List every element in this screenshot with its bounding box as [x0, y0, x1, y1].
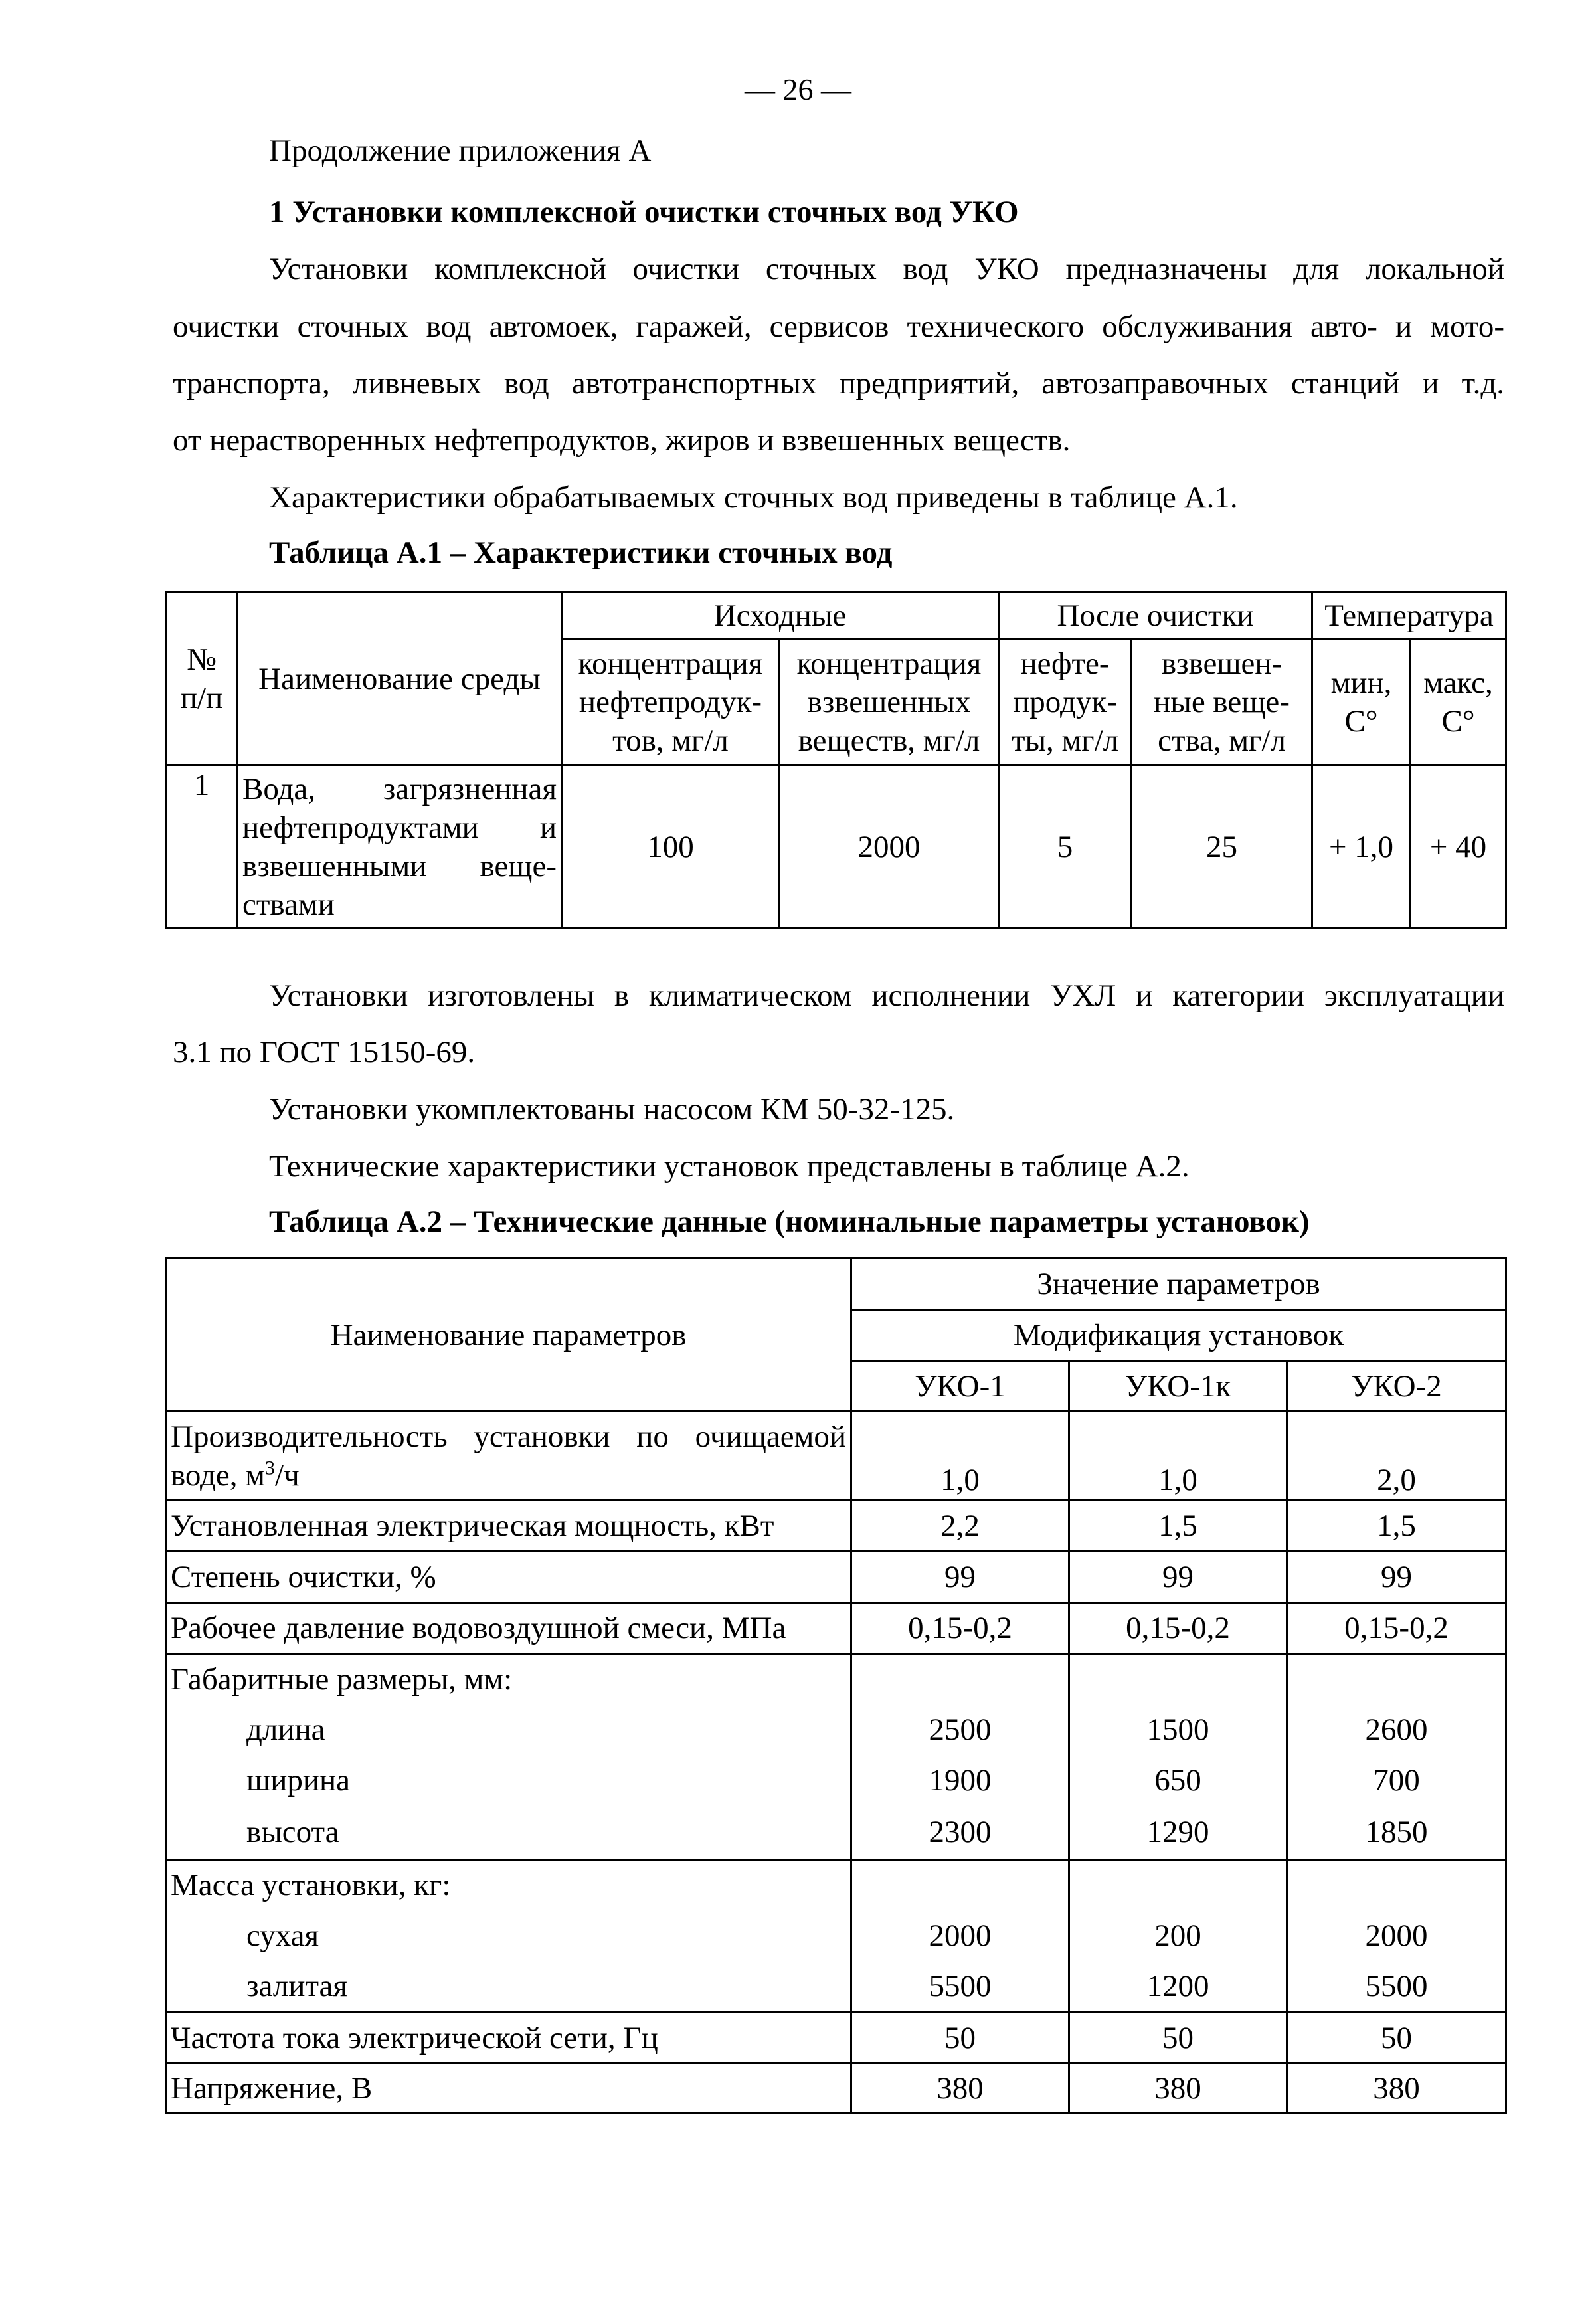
para2: Характеристики обрабатываемых сточных вод приведены в таблице А.1.	[269, 480, 1238, 515]
table-row	[166, 1805, 1506, 1860]
t1-header-name: Наименование среды	[238, 593, 562, 765]
table-row	[166, 1412, 1506, 1501]
t2-width-3: 700	[1287, 1755, 1506, 1805]
t2-prod-3: 2,0	[1287, 1412, 1506, 1501]
t2-mass: Масса установки, кг:	[166, 1860, 851, 1910]
t2-power-2: 1,5	[1069, 1501, 1287, 1552]
table-row	[166, 1654, 1506, 1704]
t2-filled: залитая	[166, 1961, 851, 2013]
t2-power-3: 1,5	[1287, 1501, 1506, 1552]
t2-mass-empty-3	[1287, 1860, 1506, 1910]
t2-productivity-line2	[171, 1456, 846, 1495]
t2-productivity-unit: /ч	[275, 1458, 300, 1493]
t2-length-3: 2600	[1287, 1704, 1506, 1755]
t1-row-c4: 25	[1132, 765, 1312, 929]
t2-pressure-2: 0,15-0,2	[1069, 1603, 1287, 1654]
table-row	[166, 1755, 1506, 1805]
t2-purif-1: 99	[851, 1552, 1069, 1603]
t2-productivity-line1: Производительность установки по очищаемой	[171, 1420, 846, 1454]
t2-frequency: Частота тока электрической сети, Гц	[166, 2013, 851, 2063]
t2-filled-1: 5500	[851, 1961, 1069, 2013]
t2-pressure-3: 0,15-0,2	[1287, 1603, 1506, 1654]
t1-header-c4: взвешен-ные веще-ства, мг/л	[1132, 639, 1312, 765]
t2-dims-empty-2	[1069, 1654, 1287, 1704]
t2-width-1: 1900	[851, 1755, 1069, 1805]
t2-pressure: Рабочее давление водовоздушной смеси, МПа	[166, 1603, 851, 1654]
t2-height-2: 1290	[1069, 1805, 1287, 1860]
table-row	[166, 1603, 1506, 1654]
table1-caption: Таблица А.1 – Характеристики сточных вод	[269, 535, 893, 570]
t2-dry: сухая	[166, 1910, 851, 1961]
table-row	[166, 1860, 1506, 1910]
t1-row-tmax: + 40	[1411, 765, 1506, 929]
continuation-label: Продолжение приложения А	[269, 134, 652, 168]
page-number: — 26 —	[745, 72, 851, 106]
t1-row-tmin: + 1,0	[1312, 765, 1411, 929]
table-row	[166, 2063, 1506, 2114]
t2-height-3: 1850	[1287, 1805, 1506, 1860]
t2-prod-1: 1,0	[851, 1412, 1069, 1501]
t2-freq-3: 50	[1287, 2013, 1506, 2063]
t2-power-1: 2,2	[851, 1501, 1069, 1552]
t1-header-source: Исходные	[562, 593, 999, 639]
t2-length-1: 2500	[851, 1704, 1069, 1755]
t2-dims-empty-1	[851, 1654, 1069, 1704]
t1-header-num: № п/п	[166, 593, 238, 765]
t2-dry-2: 200	[1069, 1910, 1287, 1961]
t1-header-c2: концентрация взвешенных веществ, мг/л	[780, 639, 999, 765]
t2-header-model-1: УКО-1	[851, 1361, 1069, 1412]
t2-purif-2: 99	[1069, 1552, 1287, 1603]
t2-dry-1: 2000	[851, 1910, 1069, 1961]
t2-voltage-3: 380	[1287, 2063, 1506, 2114]
t2-power: Установленная электрическая мощность, кВт	[166, 1501, 851, 1552]
para1-line1: Установки комплексной очистки сточных вод УКО предназначены для локальной	[269, 252, 1504, 286]
t2-length: длина	[166, 1704, 851, 1755]
t1-row-num: 1	[166, 765, 238, 929]
t2-filled-2: 1200	[1069, 1961, 1287, 2013]
t2-length-2: 1500	[1069, 1704, 1287, 1755]
t2-voltage-1: 380	[851, 2063, 1069, 2114]
table-row	[166, 2013, 1506, 2063]
table-row	[166, 1910, 1506, 1961]
t2-voltage-2: 380	[1069, 2063, 1287, 2114]
table-row	[166, 1961, 1506, 2013]
t2-freq-1: 50	[851, 2013, 1069, 2063]
table-row	[166, 1501, 1506, 1552]
t2-mass-empty-2	[1069, 1860, 1287, 1910]
t1-header-c3: нефте-продук-ты, мг/л	[999, 639, 1132, 765]
table2	[165, 1257, 1507, 2114]
t1-row-c2: 2000	[780, 765, 999, 929]
table1	[165, 591, 1507, 929]
t2-width-2: 650	[1069, 1755, 1287, 1805]
t2-dims: Габаритные размеры, мм:	[166, 1654, 851, 1704]
table-row	[166, 1552, 1506, 1603]
t2-header-model-3: УКО-2	[1287, 1361, 1506, 1412]
para1-line4: от нерастворенных нефтепродуктов, жиров и взвешенных веществ.	[173, 423, 1071, 458]
t1-header-min: мин, С°	[1312, 639, 1411, 765]
para3-line2: 3.1 по ГОСТ 15150-69.	[173, 1035, 476, 1069]
para1-line2: очистки сточных вод автомоек, гаражей, сервисов технического обслуживания авто- и мото-	[173, 310, 1504, 344]
t2-purif-3: 99	[1287, 1552, 1506, 1603]
t1-row-c3: 5	[999, 765, 1132, 929]
t2-mass-empty-1	[851, 1860, 1069, 1910]
t1-row-name: Вода, загрязненная нефтепродуктами и взвешенными веще-ствами	[238, 765, 562, 929]
t2-productivity-sup: 3	[265, 1457, 276, 1479]
para1-line3: транспорта, ливневых вод автотранспортных предприятий, автозаправочных станций и т.д.	[173, 366, 1504, 401]
t1-header-temp: Температура	[1312, 593, 1506, 639]
t2-header-values: Значение параметров	[851, 1259, 1506, 1310]
t2-width: ширина	[166, 1755, 851, 1805]
table-row	[166, 765, 1506, 929]
t1-header-max: макс, С°	[1411, 639, 1506, 765]
t2-dry-3: 2000	[1287, 1910, 1506, 1961]
table-row	[166, 1704, 1506, 1755]
para3-line1: Установки изготовлены в климатическом исполнении УХЛ и категории эксплуатации	[269, 978, 1504, 1013]
t2-productivity	[166, 1412, 851, 1501]
t2-header-name: Наименование параметров	[166, 1259, 851, 1412]
t2-pressure-1: 0,15-0,2	[851, 1603, 1069, 1654]
t1-header-c1: концентрация нефтепродук-тов, мг/л	[562, 639, 780, 765]
table2-caption: Таблица А.2 – Технические данные (номинальные параметры установок)	[269, 1204, 1310, 1239]
t2-productivity-text: воде, м	[171, 1458, 266, 1493]
t2-header-mod: Модификация установок	[851, 1310, 1506, 1361]
para5: Технические характеристики установок представлены в таблице А.2.	[269, 1149, 1190, 1184]
t2-prod-2: 1,0	[1069, 1412, 1287, 1501]
t2-voltage: Напряжение, В	[166, 2063, 851, 2114]
t2-filled-3: 5500	[1287, 1961, 1506, 2013]
t1-header-after: После очистки	[999, 593, 1312, 639]
section-title: 1 Установки комплексной очистки сточных вод УКО	[269, 195, 1019, 229]
t1-row-c1: 100	[562, 765, 780, 929]
t2-header-model-2: УКО-1к	[1069, 1361, 1287, 1412]
t2-height-1: 2300	[851, 1805, 1069, 1860]
para4: Установки укомплектованы насосом КМ 50-32-125.	[269, 1092, 955, 1127]
t2-height: высота	[166, 1805, 851, 1860]
t2-dims-empty-3	[1287, 1654, 1506, 1704]
t2-freq-2: 50	[1069, 2013, 1287, 2063]
t2-purification: Степень очистки, %	[166, 1552, 851, 1603]
